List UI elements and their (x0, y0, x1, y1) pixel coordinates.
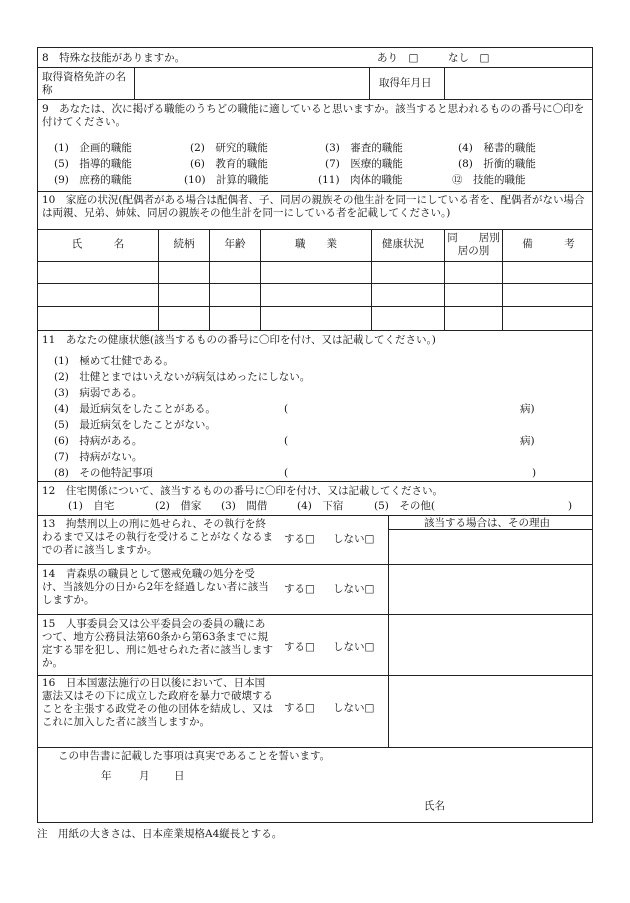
aptitude-option[interactable]: (10) 計算的職能 (184, 174, 269, 186)
col-name-header: 氏 名 (71, 238, 125, 251)
signature-name-label[interactable]: 氏名 (424, 800, 445, 812)
q9-question: 9 あなたは、次に掲げる職能のうちどの職能に適していると思いますか。該当すると思われるものの番号に〇印を付けてください。 (42, 103, 585, 129)
aptitude-option[interactable]: (2) 研究的職能 (190, 142, 268, 154)
housing-other-close: ) (568, 500, 573, 512)
q8-no-checkbox[interactable]: なし □ (448, 52, 490, 64)
acquisition-date-label: 取得年月日 (379, 77, 432, 89)
aptitude-option[interactable]: (3) 審査的職能 (325, 142, 403, 154)
q8-question: 8 特殊な技能がありますか。 (42, 52, 186, 64)
license-label: 取得資格免許の名称 (42, 71, 126, 97)
health-option[interactable]: (2) 壮健とまではいえないが病気はめったにしない。 (54, 371, 311, 383)
declaration-year[interactable]: 年 (101, 770, 112, 782)
aptitude-option[interactable]: (9) 庶務的職能 (54, 174, 132, 186)
housing-option[interactable]: (5) その他( (374, 500, 435, 512)
declaration-day[interactable]: 日 (174, 770, 185, 782)
q13-no-checkbox[interactable]: しない□ (333, 533, 375, 545)
recent-illness-close: 病) (520, 403, 535, 415)
aptitude-option[interactable]: (6) 教育的職能 (190, 158, 268, 170)
q16-yes-checkbox[interactable]: する□ (284, 702, 315, 714)
health-option[interactable]: (7) 持病がない。 (54, 451, 143, 463)
q14-no-checkbox[interactable]: しない□ (333, 583, 375, 595)
q8-yes-checkbox[interactable]: あり □ (377, 52, 419, 64)
declaration-month[interactable]: 月 (139, 770, 150, 782)
health-option[interactable]: (3) 病弱である。 (54, 387, 143, 399)
q15-question: 15 人事委員会又は公平委員会の委員の職にあつて、地方公務員法第60条から第63条までに規定する罪を犯し、刑に処せられた者に該当しますか。 (42, 618, 273, 670)
q10-question: 10 家庭の状況(配偶者がある場合は配偶者、子、同居の親族その他生計を同一にしている者を、配偶者がない場合は両親、兄弟、姉妹、同居の親族その他生計を同一にしている者を記載してください。) (42, 194, 585, 220)
health-option[interactable]: (4) 最近病気をしたことがある。 (54, 403, 216, 415)
housing-option[interactable]: (1) 自宅 (68, 500, 115, 512)
q14-yes-checkbox[interactable]: する□ (284, 583, 315, 595)
aptitude-option[interactable]: ⑫ 技能的職能 (452, 174, 526, 186)
col-relation-header: 続柄 (173, 238, 195, 251)
q13-question: 13 拘禁刑以上の刑に処せられ、その執行を終わるまで又はその執行を受けることがなくなるまでの者に該当しますか。 (42, 518, 273, 557)
declaration-form (37, 47, 593, 823)
recent-illness-open-paren: ( (284, 403, 289, 415)
housing-option[interactable]: (2) 借家 (155, 500, 202, 512)
col-age-header: 年齢 (224, 238, 246, 251)
q12-question: 12 住宅関係について、該当するものの番号に〇印を付け、又は記載してください。 (42, 485, 444, 497)
special-note-close: ) (532, 467, 537, 479)
q15-yes-checkbox[interactable]: する□ (284, 641, 315, 653)
housing-option[interactable]: (4) 下宿 (297, 500, 344, 512)
col-occupation-header: 職 業 (295, 238, 337, 251)
q13-yes-checkbox[interactable]: する□ (284, 533, 315, 545)
aptitude-option[interactable]: (4) 秘書的職能 (458, 142, 536, 154)
aptitude-option[interactable]: (1) 企画的職能 (54, 142, 132, 154)
q16-question: 16 日本国憲法施行の日以後において、日本国憲法又はその下に成立した政府を暴力で破壊することを主張する政党その他の団体を結成し、又はこれに加入した者に該当しますか。 (42, 677, 273, 729)
health-option[interactable]: (8) その他特記事項 (54, 467, 153, 479)
reason-header: 該当する場合は、その理由 (424, 517, 550, 529)
health-option[interactable]: (1) 極めて壮健である。 (54, 355, 174, 367)
paper-size-note: 注 用紙の大きさは、日本産業規格A4縦長とする。 (37, 828, 283, 840)
aptitude-option[interactable]: (11) 肉体的職能 (318, 174, 403, 186)
declaration-text: この申告書に記載した事項は真実であることを誓います。 (58, 750, 331, 762)
col-health-header: 健康状況 (382, 238, 424, 251)
chronic-illness-open-paren: ( (284, 435, 289, 447)
col-cohabit-header: 同 居別居の別 (447, 231, 500, 257)
aptitude-option[interactable]: (8) 折衝的職能 (458, 158, 536, 170)
aptitude-option[interactable]: (5) 指導的職能 (54, 158, 132, 170)
aptitude-option[interactable]: (7) 医療的職能 (325, 158, 403, 170)
chronic-illness-close: 病) (520, 435, 535, 447)
health-option[interactable]: (5) 最近病気をしたことがない。 (54, 419, 216, 431)
q11-question: 11 あなたの健康状態(該当するものの番号に〇印を付け、又は記載してください。) (42, 334, 436, 346)
q16-no-checkbox[interactable]: しない□ (333, 702, 375, 714)
housing-option[interactable]: (3) 間借 (221, 500, 268, 512)
health-option[interactable]: (6) 持病がある。 (54, 435, 143, 447)
q15-no-checkbox[interactable]: しない□ (333, 641, 375, 653)
col-remarks-header: 備 考 (522, 238, 575, 251)
q14-question: 14 青森県の職員として懲戒免職の処分を受け、当該処分の日から2年を経過しない者に該当しますか。 (42, 568, 269, 607)
special-note-open-paren: ( (284, 467, 289, 479)
